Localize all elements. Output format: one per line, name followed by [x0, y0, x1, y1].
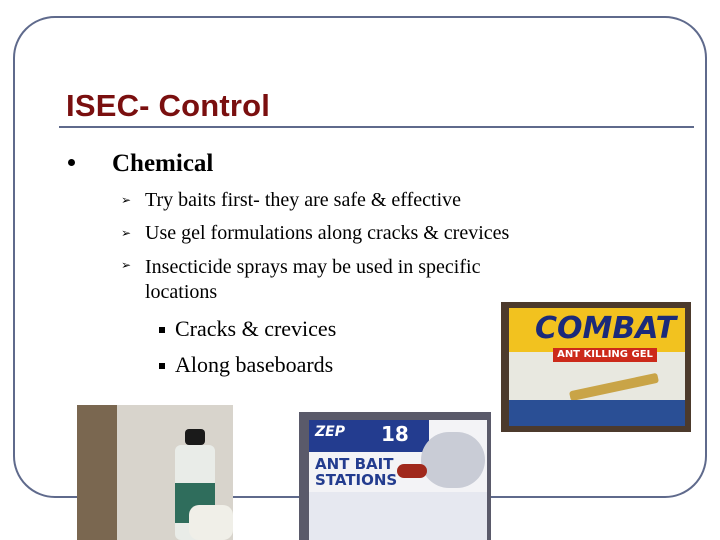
slide-title: ISEC- Control [66, 88, 271, 123]
bait-tray [421, 432, 485, 488]
title-underline [59, 126, 694, 128]
subsub-cracks: Cracks & crevices [175, 316, 337, 341]
zep-lower-strip [309, 492, 487, 540]
arrow-bullet-icon: ➢ [121, 193, 132, 207]
bullet-dot-icon [68, 159, 75, 166]
square-bullet-icon [159, 363, 165, 369]
subbullet-sprays: Insecticide sprays may be used in specific locations [145, 256, 481, 303]
zep-product-label: ANT BAIT STATIONS [315, 455, 398, 489]
square-bullet-icon [159, 327, 165, 333]
arrow-bullet-icon: ➢ [121, 258, 132, 272]
wall-panel [77, 405, 117, 540]
zep-logo: ZEP [315, 424, 345, 440]
combat-logo: COMBAT [535, 311, 677, 346]
zep-box [309, 420, 487, 540]
nozzle-icon [185, 429, 205, 445]
ant-icon [397, 464, 427, 478]
bullet-chemical: Chemical [112, 150, 214, 177]
combat-box [509, 308, 685, 426]
combat-product-label: ANT KILLING GEL [553, 348, 657, 362]
subbullet-gel: Use gel formulations along cracks & crevices [145, 222, 510, 244]
syringe-icon [569, 373, 659, 401]
combat-lower-panel [509, 400, 685, 426]
zep-count: 18 [381, 422, 409, 446]
subbullet-baits: Try baits first- they are safe & effective [145, 189, 462, 211]
zep-header [309, 420, 429, 452]
subsub-baseboards: Along baseboards [175, 352, 334, 377]
spray-can-photo [77, 405, 233, 540]
arrow-bullet-icon: ➢ [121, 226, 132, 240]
zep-bait-photo [299, 412, 491, 540]
combat-gel-photo [501, 302, 691, 432]
glove-hand [189, 505, 233, 540]
